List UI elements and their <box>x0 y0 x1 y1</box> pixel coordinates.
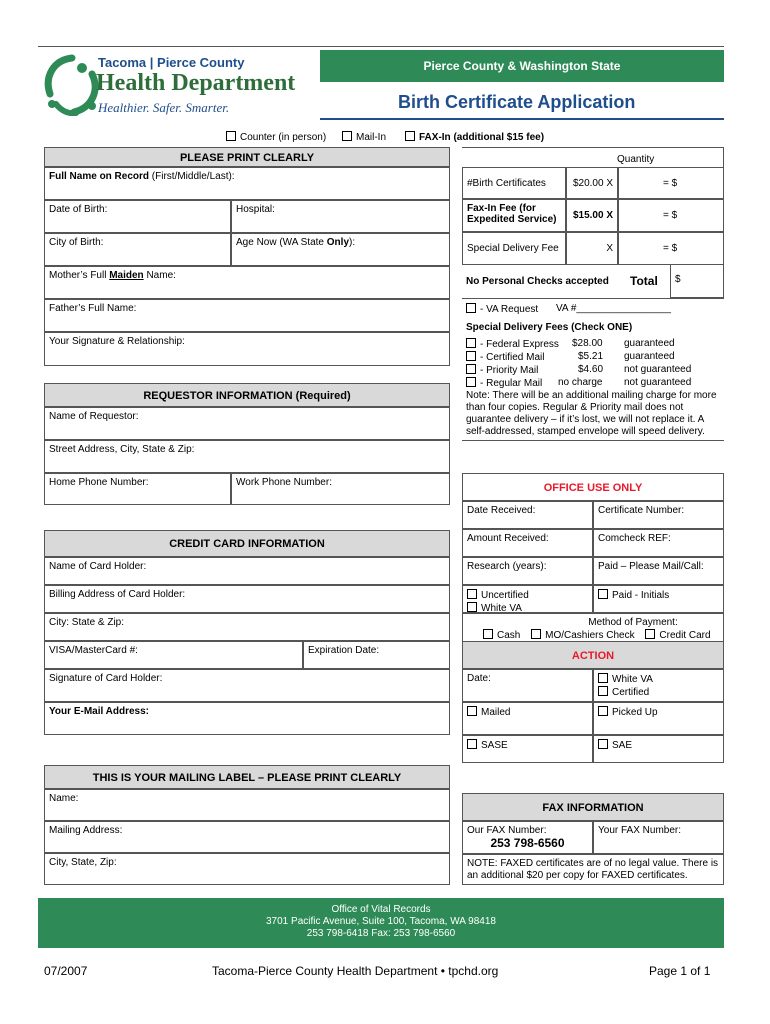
footer-banner <box>38 898 724 948</box>
checkbox[interactable] <box>598 686 608 696</box>
work-phone-field[interactable]: Work Phone Number: <box>231 473 450 505</box>
certified-label: Certified <box>612 687 650 698</box>
footer-address: 3701 Pacific Avenue, Suite 100, Tacoma, WA 98418 <box>266 916 496 927</box>
delivery-option[interactable] <box>466 351 724 364</box>
payment-method-options <box>467 629 719 641</box>
our-fax-cell <box>462 821 593 854</box>
checkbox[interactable] <box>466 364 476 374</box>
expiration-field[interactable]: Expiration Date: <box>303 641 450 669</box>
org-tagline: Healthier. Safer. Smarter. <box>98 100 230 115</box>
special-delivery-title: Special Delivery Fees (Check ONE) <box>466 322 633 333</box>
delivery-option[interactable] <box>466 377 724 390</box>
birth-certs-price: $20.00 X <box>566 167 618 199</box>
mother-name-field[interactable] <box>44 266 450 299</box>
quantity-header-box <box>462 147 724 167</box>
option-mail-label: Mail-In <box>356 132 387 143</box>
requestor-name-field[interactable]: Name of Requestor: <box>44 407 450 440</box>
dob-field[interactable]: Date of Birth: <box>44 200 231 233</box>
paid-initials-label: Paid - Initials <box>612 590 670 601</box>
birth-certs-label: #Birth Certificates <box>462 167 566 199</box>
print-clearly-header: PLEASE PRINT CLEARLY <box>44 147 450 167</box>
signature-field[interactable]: Your Signature & Relationship: <box>44 332 450 366</box>
checkbox[interactable] <box>466 377 476 387</box>
checkbox[interactable] <box>405 131 415 141</box>
mo-option[interactable] <box>531 630 634 641</box>
special-delivery-note: Note: There will be an additional mailing charge for more than four copies. Regular & Priority mail does not guarantee delivery – if it’s lost, we will not replace it. A self-addressed, stamped envelope will speed delivery. <box>466 390 717 437</box>
amount-received-field[interactable]: Amount Received: <box>462 529 593 557</box>
checkbox[interactable] <box>483 629 493 639</box>
checkbox[interactable] <box>342 131 352 141</box>
delivery-option-price: $28.00 <box>572 338 603 349</box>
fax-note: NOTE: FAXED certificates are of no legal value. There is an additional $20 per copy for FAXED certificates. <box>462 854 724 885</box>
uncertified-option[interactable] <box>467 589 588 602</box>
our-fax-number: 253 798-6560 <box>490 836 565 850</box>
card-number-field[interactable]: VISA/MasterCard #: <box>44 641 303 669</box>
checkbox[interactable] <box>226 131 236 141</box>
delivery-option-status: not guaranteed <box>624 364 692 375</box>
requestor-header: REQUESTOR INFORMATION (Required) <box>44 383 450 407</box>
cash-label: Cash <box>497 630 521 641</box>
delivery-option-name: - Federal Express <box>480 339 559 350</box>
delivery-option[interactable] <box>466 364 724 377</box>
age-label: Age Now (WA State <box>236 237 327 248</box>
checkbox[interactable] <box>645 629 655 639</box>
fax-fee-total[interactable]: = $ <box>618 199 724 232</box>
mailed-label: Mailed <box>481 707 511 718</box>
your-fax-field[interactable]: Your FAX Number: <box>593 821 724 854</box>
sase-option[interactable] <box>462 735 593 763</box>
sae-label: SAE <box>612 740 633 751</box>
fees-bottom-rule <box>462 298 724 299</box>
delivery-option-price: $5.21 <box>578 351 604 362</box>
delivery-option-price: $4.60 <box>578 364 604 375</box>
delivery-option-status: guaranteed <box>624 338 675 349</box>
delivery-option-price: no charge <box>558 377 603 388</box>
age-label-end: ): <box>349 237 356 248</box>
delivery-option[interactable] <box>466 338 724 351</box>
office-use-header: OFFICE USE ONLY <box>462 473 724 501</box>
total-label: Total <box>630 274 658 288</box>
mailing-name-field[interactable]: Name: <box>44 789 450 821</box>
city-of-birth-field[interactable]: City of Birth: <box>44 233 231 266</box>
sae-option[interactable] <box>593 735 724 763</box>
father-name-field[interactable]: Father’s Full Name: <box>44 299 450 332</box>
mother-label-maiden: Maiden <box>109 270 144 281</box>
mother-label-end: Name: <box>143 270 176 281</box>
special-fee-label: Special Delivery Fee <box>462 232 566 265</box>
mailing-city-field[interactable]: City, State, Zip: <box>44 853 450 885</box>
paid-initials-option[interactable] <box>593 585 724 613</box>
total-field[interactable]: $ <box>670 265 724 298</box>
va-request-label: - VA Request <box>480 304 539 315</box>
checkbox[interactable] <box>467 602 477 612</box>
special-fee-total[interactable]: = $ <box>618 232 724 265</box>
no-checks-note: No Personal Checks accepted <box>466 276 609 287</box>
logo <box>42 54 102 116</box>
banner: Pierce County & Washington State <box>320 50 724 82</box>
fax-fee-label: Fax-In Fee (for Expedited Service) <box>462 199 566 232</box>
checkbox[interactable] <box>467 589 477 599</box>
sase-label: SASE <box>481 740 508 751</box>
cert-number-field[interactable]: Certificate Number: <box>593 501 724 529</box>
mother-label: Mother’s Full <box>49 270 110 281</box>
card-city-field[interactable]: City: State & Zip: <box>44 613 450 641</box>
cash-option[interactable] <box>483 630 520 641</box>
billing-address-field[interactable]: Billing Address of Card Holder: <box>44 585 450 613</box>
card-holder-name-field[interactable]: Name of Card Holder: <box>44 557 450 585</box>
fax-fee-price: $15.00 X <box>566 199 618 232</box>
full-name-hint: (First/Middle/Last): <box>149 171 235 182</box>
checkbox[interactable] <box>598 673 608 683</box>
certified-option[interactable] <box>598 686 719 699</box>
checkbox[interactable] <box>598 706 608 716</box>
date-received-field[interactable]: Date Received: <box>462 501 593 529</box>
our-fax-label: Our FAX Number: <box>467 825 547 836</box>
footer-date: 07/2007 <box>44 964 88 978</box>
birth-certs-total[interactable]: = $ <box>618 167 724 199</box>
org-name-line2: Health Department <box>96 70 296 96</box>
uncertified-cell <box>462 585 593 613</box>
email-field[interactable]: Your E-Mail Address: <box>44 702 450 735</box>
checkbox[interactable] <box>466 338 476 348</box>
footer-page: Page 1 of 1 <box>649 964 711 978</box>
org-name-line1: Tacoma | Pierce County <box>98 55 245 70</box>
white-va-label: White VA <box>481 603 522 614</box>
option-counter-label: Counter (in person) <box>240 132 327 143</box>
delivery-option-status: not guaranteed <box>624 377 692 388</box>
checkbox[interactable] <box>467 706 477 716</box>
action-date-field[interactable]: Date: <box>462 669 593 702</box>
footer-phone: 253 798-6418 Fax: 253 798-6560 <box>306 928 456 939</box>
checkbox[interactable] <box>598 589 608 599</box>
checkbox[interactable] <box>598 739 608 749</box>
action-cert-cell <box>593 669 724 702</box>
va-request[interactable] <box>466 303 538 315</box>
delivery-option-name: - Priority Mail <box>480 365 539 376</box>
research-field[interactable]: Research (years): <box>462 557 593 585</box>
title-rule <box>320 118 724 120</box>
full-name-label: Full Name on Record <box>49 171 150 182</box>
credit-option[interactable] <box>645 630 710 641</box>
option-mail[interactable] <box>342 131 386 143</box>
delivery-option-name: - Certified Mail <box>480 352 545 363</box>
special-fee-x: X <box>566 232 618 265</box>
fax-info-header: FAX INFORMATION <box>462 793 724 821</box>
uncertified-label: Uncertified <box>481 590 529 601</box>
checkbox[interactable] <box>466 351 476 361</box>
credit-card-header: CREDIT CARD INFORMATION <box>44 530 450 557</box>
white-va2-label: White VA <box>612 674 653 685</box>
age-field[interactable] <box>231 233 450 266</box>
form-title: Birth Certificate Application <box>398 92 636 112</box>
mailing-label-header: THIS IS YOUR MAILING LABEL – PLEASE PRINT CLEARLY <box>44 765 450 789</box>
credit-label: Credit Card <box>659 630 711 641</box>
option-fax[interactable] <box>405 131 544 143</box>
hospital-field[interactable]: Hospital: <box>231 200 450 233</box>
footer-center: Tacoma-Pierce County Health Department • tpchd.org <box>212 964 499 978</box>
picked-up-label: Picked Up <box>612 707 658 718</box>
special-delivery-list <box>466 338 724 390</box>
white-va2-option[interactable] <box>598 673 719 686</box>
checkbox[interactable] <box>531 629 541 639</box>
payment-method-label: Method of Payment: <box>588 617 678 628</box>
quantity-label: Quantity <box>617 154 655 165</box>
mailed-option[interactable] <box>462 702 593 735</box>
top-rule <box>38 46 724 47</box>
checkbox[interactable] <box>466 303 476 313</box>
age-label-bold: Only <box>326 237 350 248</box>
requestor-street-field[interactable]: Street Address, City, State & Zip: <box>44 440 450 473</box>
delivery-option-status: guaranteed <box>624 351 675 362</box>
picked-up-option[interactable] <box>593 702 724 735</box>
home-phone-field[interactable]: Home Phone Number: <box>44 473 231 505</box>
full-name-field[interactable] <box>44 167 450 200</box>
delivery-bottom-rule <box>462 440 724 441</box>
payment-method-cell <box>462 613 724 641</box>
option-counter[interactable] <box>226 131 326 143</box>
action-header: ACTION <box>462 641 724 669</box>
paid-mail-field[interactable]: Paid – Please Mail/Call: <box>593 557 724 585</box>
mo-label: MO/Cashiers Check <box>545 630 635 641</box>
mailing-address-field[interactable]: Mailing Address: <box>44 821 450 853</box>
va-number-field[interactable]: VA #_________________ <box>556 303 671 314</box>
delivery-option-name: - Regular Mail <box>480 378 543 389</box>
checkbox[interactable] <box>467 739 477 749</box>
option-fax-label: FAX-In (additional $15 fee) <box>419 132 545 143</box>
card-signature-field[interactable]: Signature of Card Holder: <box>44 669 450 702</box>
footer-office: Office of Vital Records <box>331 904 431 915</box>
comcheck-field[interactable]: Comcheck REF: <box>593 529 724 557</box>
